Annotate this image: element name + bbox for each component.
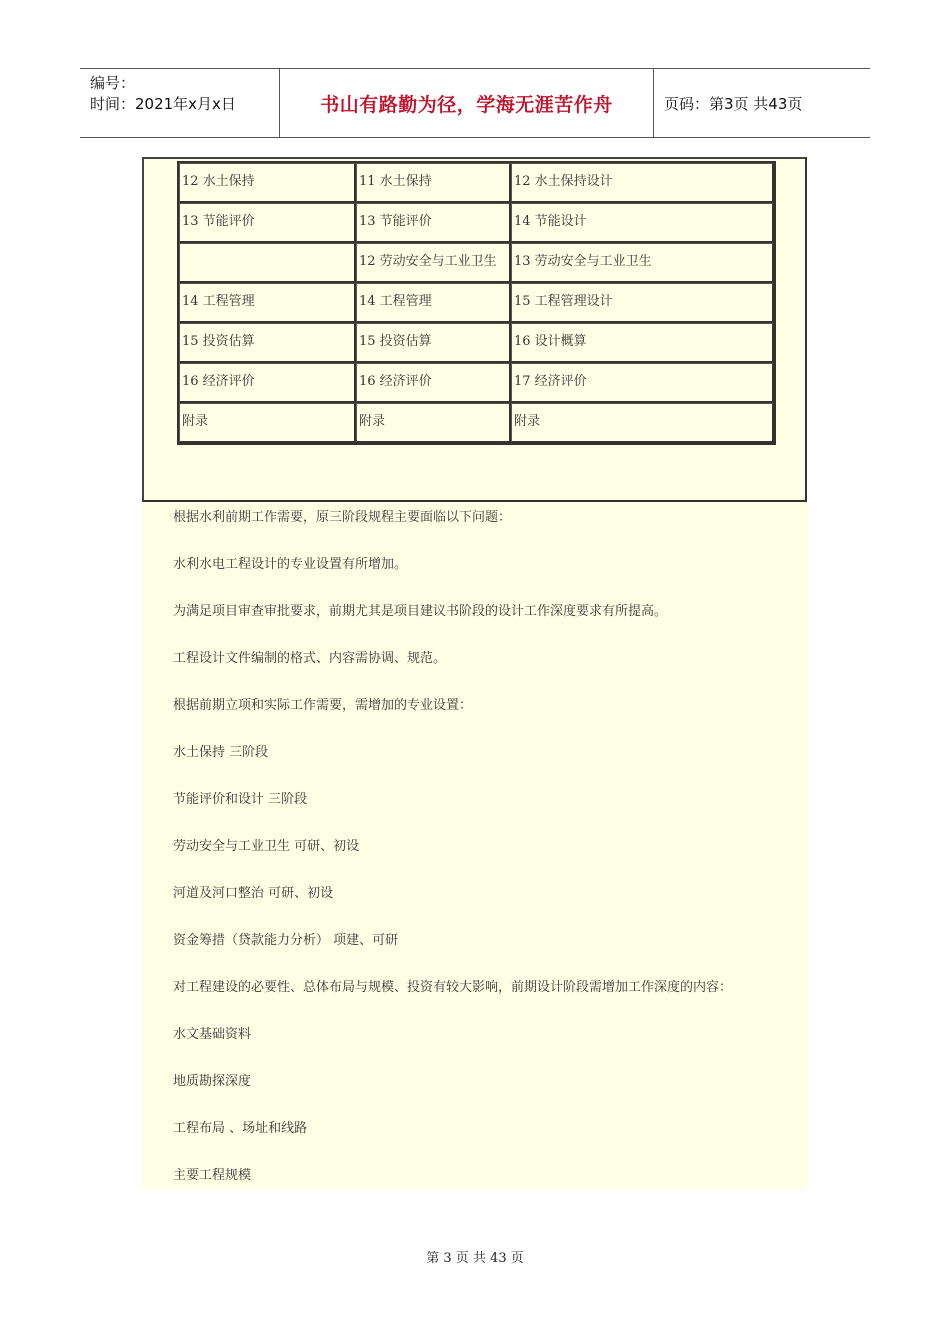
table-cell: 12 水土保持设计 xyxy=(511,163,774,203)
table-cell: 附录 xyxy=(179,403,356,443)
paragraph: 资金筹措（贷款能力分析） 项建、可研 xyxy=(173,933,399,948)
doc-date-label: 时间：2021年x月x日 xyxy=(90,95,236,113)
paragraph: 河道及河口整治 可研、初设 xyxy=(173,886,334,901)
table-cell: 16 经济评价 xyxy=(356,363,511,403)
table-row xyxy=(179,363,774,403)
table-frame xyxy=(142,157,807,502)
table-cell: 附录 xyxy=(511,403,774,443)
paragraph: 水利水电工程设计的专业设置有所增加。 xyxy=(173,557,408,572)
table-cell: 附录 xyxy=(356,403,511,443)
table-cell: 15 投资估算 xyxy=(356,323,511,363)
paragraph: 节能评价和设计 三阶段 xyxy=(173,792,308,807)
page-header xyxy=(80,68,870,138)
content-panel xyxy=(142,157,807,1189)
paragraph: 对工程建设的必要性、总体布局与规模、投资有较大影响，前期设计阶段需增加工作深度的内容： xyxy=(173,980,733,995)
paragraph: 根据前期立项和实际工作需要，需增加的专业设置： xyxy=(173,698,473,713)
table-cell: 11 水土保持 xyxy=(356,163,511,203)
table-cell: 16 设计概算 xyxy=(511,323,774,363)
table-cell: 14 节能设计 xyxy=(511,203,774,243)
table-row xyxy=(179,203,774,243)
header-meta xyxy=(80,69,280,137)
table-row xyxy=(179,243,774,283)
header-page-info: 页码：第3页 共43页 xyxy=(664,94,803,113)
table-cell: 13 节能评价 xyxy=(179,203,356,243)
table-row xyxy=(179,283,774,323)
paragraph: 工程布局 、场址和线路 xyxy=(173,1121,308,1136)
table-cell: 12 劳动安全与工业卫生 xyxy=(356,243,511,283)
table-cell: 12 水土保持 xyxy=(179,163,356,203)
doc-number-label: 编号： xyxy=(90,74,136,92)
body-text xyxy=(173,509,793,1214)
paragraph: 根据水利前期工作需要，原三阶段规程主要面临以下问题： xyxy=(173,510,512,525)
table-cell: 14 工程管理 xyxy=(179,283,356,323)
paragraph: 水土保持 三阶段 xyxy=(173,745,269,760)
table-row xyxy=(179,403,774,443)
paragraph: 水文基础资料 xyxy=(173,1027,252,1042)
paragraph: 工程设计文件编制的格式、内容需协调、规范。 xyxy=(173,651,447,666)
table-cell: 16 经济评价 xyxy=(179,363,356,403)
table-cell: 13 劳动安全与工业卫生 xyxy=(511,243,774,283)
table-cell: 15 工程管理设计 xyxy=(511,283,774,323)
table-cell: 14 工程管理 xyxy=(356,283,511,323)
page-footer: 第 3 页 共 43 页 xyxy=(426,1251,524,1266)
table-cell xyxy=(179,243,356,283)
table-cell: 13 节能评价 xyxy=(356,203,511,243)
paragraph: 为满足项目审查审批要求，前期尤其是项目建议书阶段的设计工作深度要求有所提高。 xyxy=(173,604,668,619)
header-motto: 书山有路勤为径，学海无涯苦作舟 xyxy=(280,69,654,137)
spec-comparison-table xyxy=(177,161,776,445)
paragraph: 地质勘探深度 xyxy=(173,1074,252,1089)
paragraph: 主要工程规模 xyxy=(173,1168,252,1183)
table-row xyxy=(179,323,774,363)
paragraph: 劳动安全与工业卫生 可研、初设 xyxy=(173,839,360,854)
table-cell: 17 经济评价 xyxy=(511,363,774,403)
table-row xyxy=(179,163,774,203)
table-cell: 15 投资估算 xyxy=(179,323,356,363)
